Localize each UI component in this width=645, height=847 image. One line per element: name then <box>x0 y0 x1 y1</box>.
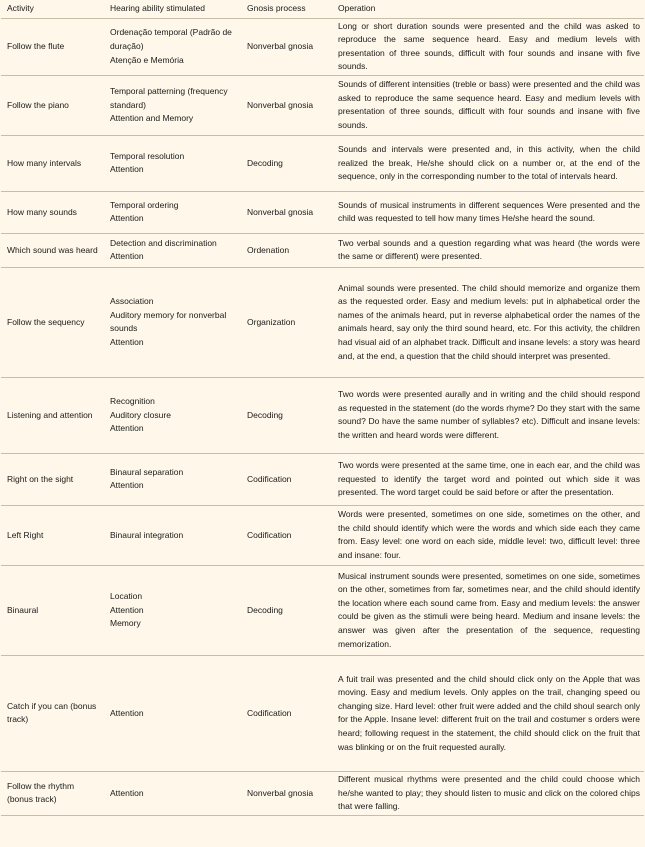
hearing-ability-cell <box>104 505 241 565</box>
hearing-ability-item: Attention <box>110 337 144 348</box>
activity-cell: Which sound was heard <box>1 233 104 267</box>
table-row <box>1 505 644 565</box>
hearing-ability-item: Auditory memory for nonverbal sounds <box>110 309 227 334</box>
hearing-ability-cell <box>104 453 241 505</box>
operation-cell: Two verbal sounds and a question regarding what was heard (the words were the same or different) were presented. <box>332 233 644 267</box>
table-row <box>1 135 644 191</box>
operation-cell: Different musical rhythms were presented and the child could choose which he/she wanted to play; they should listen to music and click on the colored chips that were falling. <box>332 771 644 815</box>
hearing-ability-cell <box>104 771 241 815</box>
operation-cell: Sounds and intervals were presented and, in this activity, when the child realized the break, He/she should click on a number or, at the end of the sequence, only in the corresponding number to the total of intervals heard. <box>332 135 644 191</box>
table-row <box>1 655 644 771</box>
operation-cell: Sounds of different intensities (treble or bass) were presented and the child was asked to reproduce the same sequence heard. Easy and medium levels with presentation of three sounds, difficult with four sounds and insane with five sounds. <box>332 75 644 135</box>
activity-cell: Catch if you can (bonus track) <box>1 655 104 771</box>
activity-cell: Follow the piano <box>1 75 104 135</box>
table-row <box>1 75 644 135</box>
operation-cell: Two words were presented aurally and in writing and the child should respond as requested in the statement (do the words rhyme? Do they start with the same sound? Do have the same number of syllables? etc). Difficult and insane levels: the written and heard words were different. <box>332 377 644 453</box>
operation-cell: Sounds of musical instruments in different sequences Were presented and the child was requested to tell how many times He/she heard the sound. <box>332 191 644 233</box>
gnosis-process-cell: Nonverbal gnosia <box>241 191 332 233</box>
table-row <box>1 565 644 655</box>
header-activity: Activity <box>1 0 104 18</box>
table-header-row <box>1 0 644 18</box>
hearing-ability-item: Temporal resolution <box>110 150 185 161</box>
hearing-ability-item: Attention <box>110 164 144 175</box>
hearing-ability-item: Attention <box>110 480 144 491</box>
hearing-ability-item: Location <box>110 591 143 602</box>
hearing-ability-item: Binaural integration <box>110 529 184 540</box>
hearing-ability-item: Memory <box>110 618 141 629</box>
hearing-ability-cell <box>104 233 241 267</box>
table-row <box>1 233 644 267</box>
hearing-ability-item: Attention <box>110 251 144 262</box>
header-hearing-ability: Hearing ability stimulated <box>104 0 241 18</box>
hearing-ability-item: Recognition <box>110 396 155 407</box>
gnosis-process-cell: Codification <box>241 505 332 565</box>
hearing-ability-item: Atenção e Memória <box>110 54 184 65</box>
table-row <box>1 267 644 377</box>
hearing-ability-item: Attention <box>110 787 144 798</box>
hearing-ability-item: Association <box>110 296 154 307</box>
hearing-ability-cell <box>104 655 241 771</box>
activity-cell: How many intervals <box>1 135 104 191</box>
table-row <box>1 191 644 233</box>
operation-cell: Animal sounds were presented. The child should memorize and organize them as the requested order. Easy and medium levels: put in alphabetical order the names of the animals heard, put in reverse alphabetical order the names of the animals heard, say only the third sound heard, etc. For this activity, the children had visual aid of an alphabet track. Difficult and insane levels: a story was heard and, at the end, a question that the child should interpret was presented. <box>332 267 644 377</box>
hearing-ability-item: Temporal ordering <box>110 199 179 210</box>
activities-table <box>1 0 644 816</box>
operation-cell: Long or short duration sounds were presented and the child was asked to reproduce the same sequence heard. Easy and medium levels with presentation of three sounds, difficult with four sounds and insane with five sounds. <box>332 18 644 75</box>
hearing-ability-cell <box>104 135 241 191</box>
gnosis-process-cell: Decoding <box>241 377 332 453</box>
gnosis-process-cell: Nonverbal gnosia <box>241 771 332 815</box>
activity-cell: Left Right <box>1 505 104 565</box>
activity-cell: Right on the sight <box>1 453 104 505</box>
gnosis-process-cell: Nonverbal gnosia <box>241 18 332 75</box>
gnosis-process-cell: Organization <box>241 267 332 377</box>
hearing-ability-cell <box>104 267 241 377</box>
hearing-ability-item: Attention <box>110 707 144 718</box>
table-row <box>1 453 644 505</box>
operation-cell: A fuit trail was presented and the child should click only on the Apple that was moving. Easy and medium levels. Only apples on the trail, changing speed ou changing size. Hard level: other fruit were added and the child shoul search only for the Apple. Insane level: different fruit on the trail and costumer s orders were heard; following request in the statement, the child should click on the fruit that was blinking or on the fruit requested aurally. <box>332 655 644 771</box>
operation-cell: Words were presented, sometimes on one side, sometimes on the other, and the child should identify which were the words and which side each they came from. Easy level: one word on each side, middle level: two, difficult level: three and insane: four. <box>332 505 644 565</box>
hearing-ability-cell <box>104 75 241 135</box>
hearing-ability-cell <box>104 191 241 233</box>
hearing-ability-cell <box>104 565 241 655</box>
hearing-ability-item: Attention <box>110 213 144 224</box>
hearing-ability-item: Attention <box>110 423 144 434</box>
gnosis-process-cell: Decoding <box>241 565 332 655</box>
hearing-ability-item: Attention <box>110 604 144 615</box>
operation-cell: Musical instrument sounds were presented, sometimes on one side, sometimes on the other, sometimes from far, sometimes near, and the child should identify the location where each sound came from. Easy and medium levels: the answer could be given as the stimuli were being heard. Medium and insane levels: the answer was given after the presentation of the sequence, requesting memorization. <box>332 565 644 655</box>
header-operation: Operation <box>332 0 644 18</box>
activity-cell: Binaural <box>1 565 104 655</box>
gnosis-process-cell: Codification <box>241 453 332 505</box>
activity-cell: Follow the sequency <box>1 267 104 377</box>
hearing-ability-item: Ordenação temporal (Padrão de duração) <box>110 27 232 51</box>
gnosis-process-cell: Codification <box>241 655 332 771</box>
table-row <box>1 18 644 75</box>
activity-cell: How many sounds <box>1 191 104 233</box>
hearing-ability-item: Temporal patterning (frequency standard) <box>110 86 228 110</box>
activity-cell: Follow the rhythm (bonus track) <box>1 771 104 815</box>
operation-cell: Two words were presented at the same time, one in each ear, and the child was requested to identify the target word and pointed out which side it was presented. The word target could be said before or after the presentation. <box>332 453 644 505</box>
hearing-ability-item: Auditory closure <box>110 409 171 420</box>
table-row <box>1 377 644 453</box>
activity-cell: Listening and attention <box>1 377 104 453</box>
hearing-ability-item: Binaural separation <box>110 466 184 477</box>
hearing-ability-item: Detection and discrimination <box>110 237 217 248</box>
gnosis-process-cell: Ordenation <box>241 233 332 267</box>
hearing-ability-cell <box>104 377 241 453</box>
gnosis-process-cell: Decoding <box>241 135 332 191</box>
table-row <box>1 771 644 815</box>
activity-cell: Follow the flute <box>1 18 104 75</box>
hearing-ability-cell <box>104 18 241 75</box>
gnosis-process-cell: Nonverbal gnosia <box>241 75 332 135</box>
hearing-ability-item: Attention and Memory <box>110 113 194 124</box>
header-gnosis-process: Gnosis process <box>241 0 332 18</box>
